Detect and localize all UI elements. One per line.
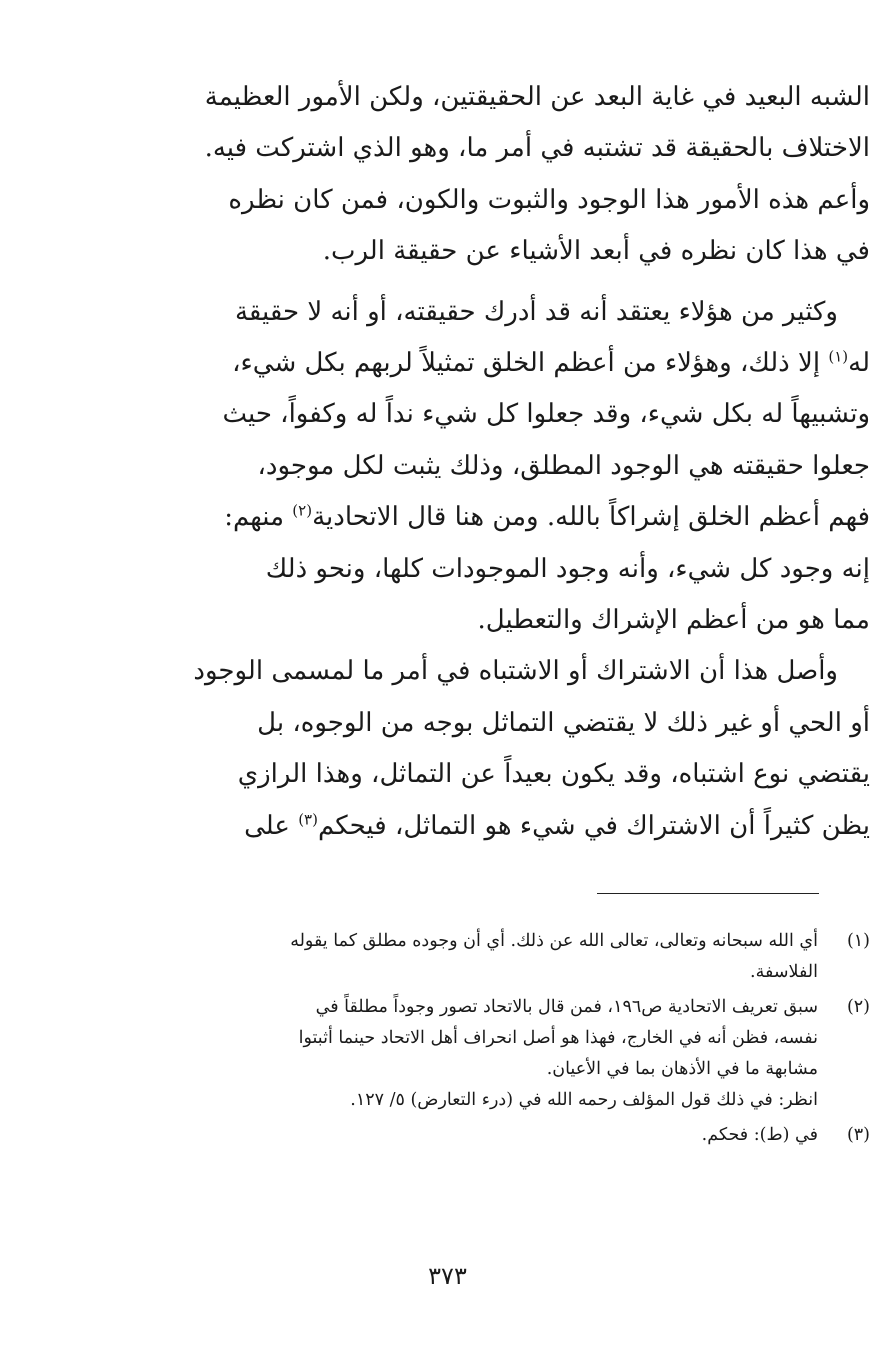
text-line: إلا ذلك، وهؤلاء من أعظم الخلق تمثيلاً لربهم بكل شيء، [232, 348, 821, 379]
paragraph-3 [150, 646, 870, 852]
footnote-line: انظر: في ذلك قول المؤلف رحمه الله في (درء التعارض) ٥/ ١٢٧. [350, 1090, 818, 1110]
footnote-number: (٢) [846, 997, 870, 1017]
footnote-line: في (ط): فحكم. [701, 1125, 818, 1145]
footnote-text [150, 1120, 818, 1151]
footnote-separator [597, 893, 819, 894]
text-line-prefix: له [848, 348, 870, 379]
page-number: ٣٧٣ [428, 1262, 467, 1290]
footnote-text [150, 926, 818, 988]
text-line: جعلوا حقيقته هي الوجود المطلق، وذلك يثبت لكل موجود، [257, 450, 870, 481]
footnote-line: الفلاسفة. [750, 962, 818, 982]
text-line: مما هو من أعظم الإشراك والتعطيل. [477, 605, 870, 636]
footnote-3 [150, 1120, 870, 1151]
footnote-ref-1[interactable]: (١) [828, 347, 849, 366]
text-line: على [244, 810, 290, 841]
footnote-line: نفسه، فظن أنه في الخارج، فهذا هو أصل انحراف أهل الاتحاد حينما أثبتوا [298, 1028, 818, 1048]
footnote-line: أي الله سبحانه وتعالى، تعالى الله عن ذلك. أي أن وجوده مطلق كما يقوله [290, 931, 818, 951]
main-text [150, 72, 870, 852]
footnote-text [150, 992, 818, 1116]
text-line: فهم أعظم الخلق إشراكاً بالله. ومن هنا قال الاتحادية [312, 502, 870, 533]
footnote-number: (١) [846, 931, 870, 951]
text-line: وتشبيهاً له بكل شيء، وقد جعلوا كل شيء نداً له وكفواً، حيث [222, 399, 870, 430]
text-line: يقتضي نوع اشتباه، وقد يكون بعيداً عن التماثل، وهذا الرازي [237, 759, 870, 790]
footnote-line: مشابهة ما في الأذهان بما في الأعيان. [546, 1059, 818, 1079]
text-line: الاختلاف بالحقيقة قد تشتبه في أمر ما، وهو الذي اشتركت فيه. [204, 133, 870, 164]
footnotes [150, 926, 870, 1155]
footnote-number: (٣) [846, 1125, 870, 1145]
footnote-ref-2[interactable]: (٢) [292, 501, 313, 520]
footnote-1 [150, 926, 870, 988]
footnote-line: سبق تعريف الاتحادية ص١٩٦، فمن قال بالاتحاد تصور وجوداً مطلقاً في [315, 997, 818, 1017]
text-line: وكثير من هؤلاء يعتقد أنه قد أدرك حقيقته، أو أنه لا حقيقة [234, 296, 838, 327]
footnote-ref-3[interactable]: (٣) [298, 810, 318, 829]
text-line: يظن كثيراً أن الاشتراك في شيء هو التماثل، فيحكم [317, 810, 870, 841]
footnote-2 [150, 992, 870, 1116]
page-body [150, 72, 870, 852]
paragraph-1 [150, 72, 870, 278]
text-line: منهم: [224, 502, 285, 533]
text-line: أو الحي أو غير ذلك لا يقتضي التماثل بوجه من الوجوه، بل [257, 707, 870, 738]
text-line: وأعم هذه الأمور هذا الوجود والثبوت والكون، فمن كان نظره [228, 184, 870, 215]
text-line: وأصل هذا أن الاشتراك أو الاشتباه في أمر ما لمسمى الوجود [193, 656, 838, 687]
text-line: الشبه البعيد في غاية البعد عن الحقيقتين، ولكن الأمور العظيمة [204, 82, 870, 112]
paragraph-2 [150, 287, 870, 647]
text-line: إنه وجود كل شيء، وأنه وجود الموجودات كلها، ونحو ذلك [265, 553, 870, 584]
text-line: في هذا كان نظره في أبعد الأشياء عن حقيقة الرب. [322, 236, 870, 267]
